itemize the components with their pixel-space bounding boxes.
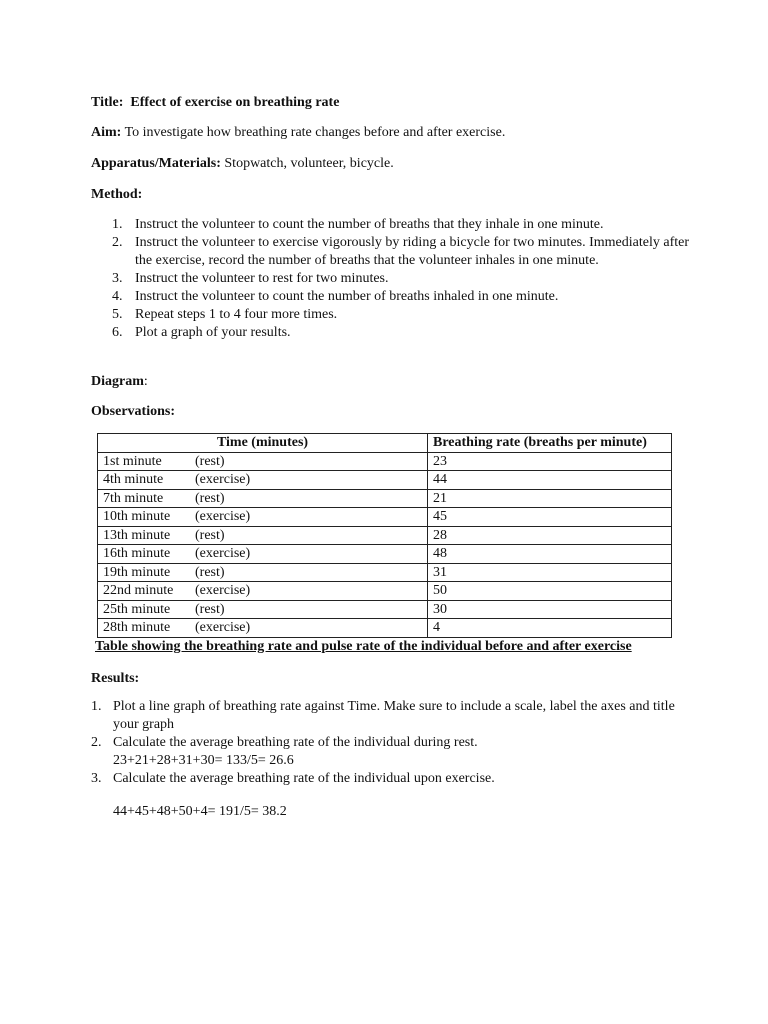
aim-text: To investigate how breathing rate changes before and after exercise. [124, 125, 506, 140]
apparatus-text: Stopwatch, volunteer, bicycle. [224, 156, 394, 171]
method-step: 2. Instruct the volunteer to exercise vigorously by riding a bicycle for two minutes. Immediately after the exercise, record the number of breaths that the volunteer inhales in one minute. [112, 235, 689, 268]
table-row: 28th minute (exercise) 4 [98, 619, 672, 638]
apparatus-label: Apparatus/Materials: [91, 156, 221, 171]
table-row: 22nd minute (exercise) 50 [98, 582, 672, 601]
results-item: 1. Plot a line graph of breathing rate against Time. Make sure to include a scale, label the axes and title your graph [91, 699, 675, 732]
table-row: 25th minute (rest) 30 [98, 600, 672, 619]
table-row: 19th minute (rest) 31 [98, 563, 672, 582]
table-row: 7th minute (rest) 21 [98, 489, 672, 508]
rest-average-calc: 23+21+28+31+30= 133/5= 26.6 [113, 753, 294, 768]
method-step: 1. Instruct the volunteer to count the number of breaths that they inhale in one minute. [112, 217, 604, 232]
table-row: 1st minute (rest) 23 [98, 452, 672, 471]
diagram-label: Diagram [91, 374, 144, 389]
apparatus-line [91, 155, 394, 173]
diagram-line: Diagram: [91, 374, 148, 389]
title-text: Effect of exercise on breathing rate [130, 95, 340, 110]
table-row: 4th minute (exercise) 44 [98, 471, 672, 490]
table-row: 13th minute (rest) 28 [98, 526, 672, 545]
method-step: 6. Plot a graph of your results. [112, 325, 291, 340]
results-item: 3. Calculate the average breathing rate of the individual upon exercise. [91, 771, 495, 786]
table-caption: Table showing the breathing rate and pulse rate of the individual before and after exercise [95, 639, 632, 654]
results-item: 2. Calculate the average breathing rate of the individual during rest. 23+21+28+31+30= 133/5= 26.6 [91, 735, 478, 768]
method-step: 4. Instruct the volunteer to count the number of breaths inhaled in one minute. [112, 289, 559, 304]
observations-table [97, 433, 672, 638]
title-label: Title: [91, 95, 124, 110]
header-rate: Breathing rate (breaths per minute) [428, 434, 672, 453]
header-time: Time (minutes) [98, 434, 428, 453]
method-steps [91, 216, 691, 342]
method-step: 5. Repeat steps 1 to 4 four more times. [112, 307, 338, 322]
exercise-average-calc: 44+45+48+50+4= 191/5= 38.2 [113, 804, 287, 819]
aim-label: Aim: [91, 125, 122, 140]
table-row: 10th minute (exercise) 45 [98, 508, 672, 527]
title-line [91, 94, 339, 112]
results-heading: Results: [91, 671, 140, 686]
table-row: 16th minute (exercise) 48 [98, 545, 672, 564]
observations-heading: Observations: [91, 404, 175, 419]
method-step: 3. Instruct the volunteer to rest for two minutes. [112, 271, 389, 286]
aim-line [91, 124, 505, 142]
table-header-row [98, 434, 672, 453]
results-list [91, 698, 691, 788]
method-heading: Method: [91, 187, 143, 202]
